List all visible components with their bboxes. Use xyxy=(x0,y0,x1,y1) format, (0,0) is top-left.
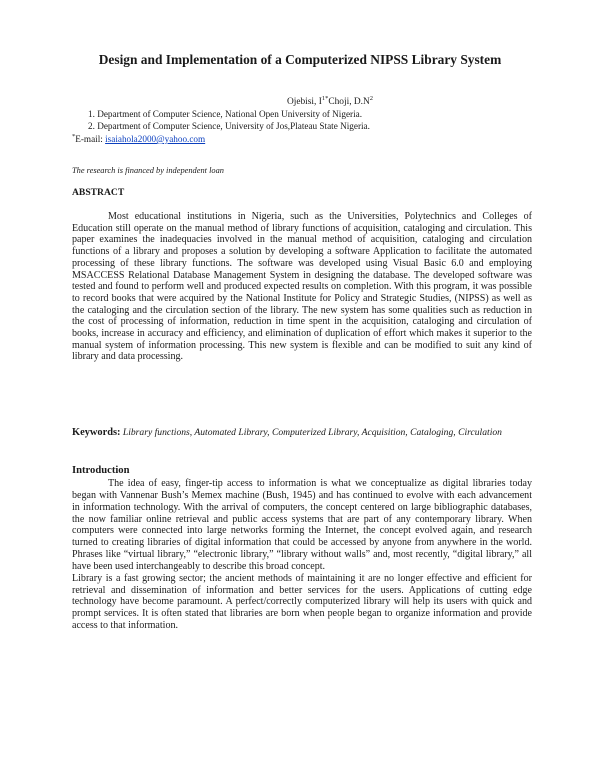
paper-title: Design and Implementation of a Computerized NIPSS Library System xyxy=(98,52,502,67)
author-2-name: Choji, D.N xyxy=(328,97,370,107)
keywords-label: Keywords: xyxy=(72,427,121,438)
author-1-marker: 1* xyxy=(321,94,329,102)
author-line xyxy=(230,96,430,108)
introduction-heading: Introduction xyxy=(72,465,130,476)
introduction-paragraph-2: Library is a fast growing sector; the ancient methods of maintaining it are no longer effective and efficient for retrieval and dissemination of information and better services for the users. Applications of cutting edge technology have become paramount. A perfect/correctly computerized library will help its users with quick and prompt services. It is often stated that libraries are born when people began to organize information and provide access to that information. xyxy=(72,572,532,632)
email-link[interactable]: isaiahola2000@yahoo.com xyxy=(105,134,206,144)
author-2-marker: 2 xyxy=(369,94,374,102)
abstract-heading: ABSTRACT xyxy=(72,187,125,198)
affiliation-1: 1. Department of Computer Science, National Open University of Nigeria. xyxy=(88,109,363,119)
abstract-text: Most educational institutions in Nigeria, such as the Universities, Polytechnics and Colleges of Education still operate on the manual method of library functions of acquisition, cataloging and circulation. This paper examines the inadequacies involved in the manual method of acquisition, cataloging and circulation functions of a library and proposes a solution by developing a software Application to facilitate the automated processing of these library functions. The software was developed using Visual Basic 6.0 and employing MSACCESS Relational Database Management System in designing the database. The developed software was tested and found to perform well and produced expected results on completion. With this program, it was possible to record books that were acquired by the National Institute for Policy and Strategic Studies, (NIPSS) as well as the cataloging and the circulation section of the library. The new system has some qualities such as reduction in the cost of processing of information, reduction in time spent in the acquisition, cataloging and circulation of books, increase in accuracy and efficiency, and elimination of duplication of effort which makes it superior to the manual system of information processing. This new system is flexible and can be modified to suit any kind of library and data processing. xyxy=(72,211,532,363)
keywords-text: Library functions, Automated Library, Computerized Library, Acquisition, Cataloging, Circulation xyxy=(120,427,502,438)
funding-note: The research is financed by independent loan xyxy=(72,166,224,175)
introduction-paragraph-1: The idea of easy, finger-tip access to information is what we conceptualize as digital libraries today began with Vannenar Bush’s Memex machine (Bush, 1945) and has continued to evolve with each advancement in information technology. With the arrival of computers, the concept centered on large bibliographic databases, the now familiar online retrieval and public access systems that are part of any contemporary library. When computers were connected into large networks forming the Internet, the concept evolved again, and research turned to creating libraries of digital information that could be accessed by anyone from anywhere in the world. Phrases like “virtual library,” “electronic library,” “library without walls” and, most recently, “digital library,” all have been used interchangeably to describe this broad concept. xyxy=(72,478,532,572)
email-marker: * xyxy=(72,132,76,140)
keywords xyxy=(72,427,532,439)
email-label: E-mail: xyxy=(75,134,106,144)
corresponding-email xyxy=(72,133,205,145)
author-1-name: Ojebisi, I xyxy=(286,97,322,107)
introduction-body xyxy=(72,478,532,632)
affiliation-2: 2. Department of Computer Science, University of Jos,Plateau State Nigeria. xyxy=(88,121,370,131)
